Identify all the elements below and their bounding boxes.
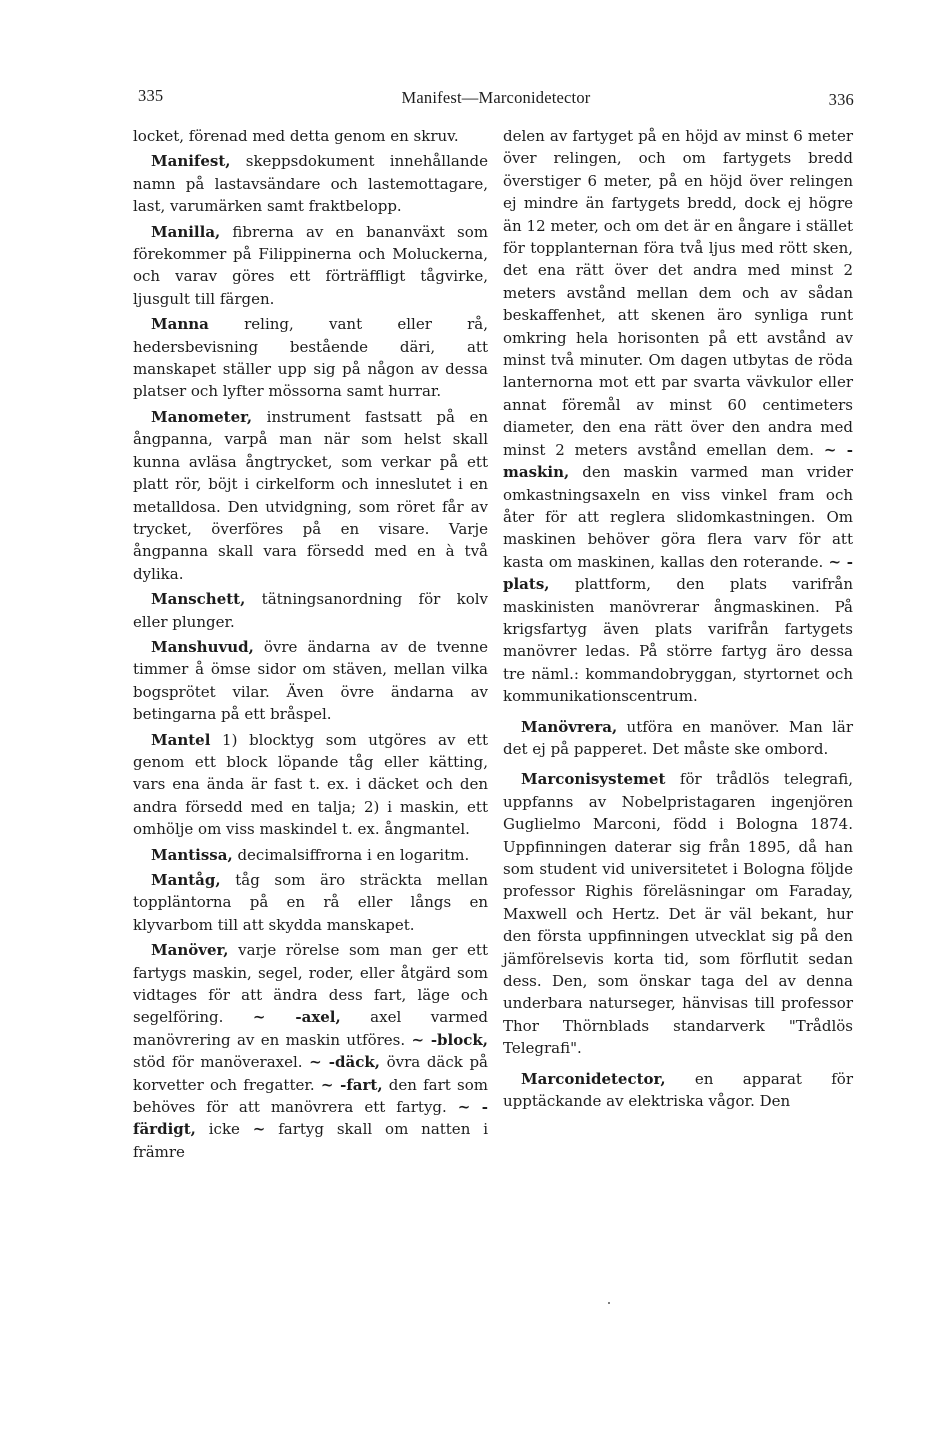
entry-headword: Mantel — [151, 730, 211, 749]
entry-headword: Manövrera, — [521, 717, 618, 736]
page-number-left: 335 — [138, 86, 164, 105]
right-column — [503, 125, 853, 1115]
entry-headword: Manifest, — [151, 152, 231, 171]
entry-text: locket, förenad med detta genom en skruv. — [133, 127, 459, 145]
entry-headword: Mantåg, — [151, 871, 221, 889]
sub-headword: -maskin, — [503, 440, 853, 482]
entry-manovrera — [503, 716, 853, 761]
entry-text: plattform, den plats varifrån maskinisten manövrerar ångmaskinen. På krigsfartyg även plats varifrån fartygets manövrer ledas. På större fartyg äro dessa tre näml.: kommandobryggan, styrtornet och kommunikationscentrum. — [503, 575, 853, 706]
entry-headword: Mantissa, — [151, 845, 233, 864]
entry-manschett — [133, 588, 488, 633]
sub-headword: -plats, — [503, 552, 853, 594]
tilde-symbol: ~ — [457, 1098, 471, 1117]
tilde-symbol: ~ — [411, 1030, 425, 1049]
entry-continuation — [503, 125, 853, 708]
entry-text: varje rörelse som man ger ett fartygs maskin, segel, roder, eller åtgärd som vidtages för att ändra dess fart, läge och segelföring. — [133, 941, 488, 1027]
tilde-symbol: ~ — [252, 1008, 266, 1027]
entry-manometer — [133, 406, 488, 585]
entry-text: 1) blocktyg som utgöres av ett genom ett block löpande tåg eller kätting, vars ena ända är fast t. ex. i däcket och den andra försedd med en talja; 2) i maskin, ett omhölje om viss maskindel t. ex. ångmantel. — [133, 730, 488, 839]
entry-headword: Manschett, — [151, 590, 246, 609]
entry-manover — [133, 939, 488, 1163]
entry-mantag — [133, 869, 488, 936]
entry-headword: Manometer, — [151, 407, 253, 426]
tilde-symbol: ~ — [252, 1120, 266, 1139]
entry-text: fibrerna av en bananväxt som förekommer på Filippinerna och Moluckerna, och varav göres ett förträffligt tågvirke, ljusgult till färgen. — [133, 222, 488, 308]
entry-headword: Manshuvud, — [151, 637, 254, 656]
entry-text: den maskin varmed man vrider omkastningsaxeln en viss vinkel fram och åter för att reglera slidomkastningen. Om maskinen behöver göra flera varv för att kasta om maskinen, kallas den roterande. — [503, 463, 853, 571]
entry-text: decimalsiffrorna i en logaritm. — [232, 845, 470, 864]
left-column — [133, 125, 488, 1166]
running-title: Manifest—Marconidetector — [401, 88, 591, 107]
entry-text: tåg som äro sträckta mellan toppläntorna på en rå eller långs en klyvarbom till att skydda manskapet. — [133, 871, 488, 934]
entry-mantel — [133, 729, 488, 841]
entry-text: icke — [195, 1120, 253, 1139]
entry-text: instrument fastsatt på en ångpanna, varpå man när som helst skall kunna avläsa ångtrycket, som verkar på ett platt rör, böjt i cirkelform och inneslutet i en metalldosa. Den utvidgning, som röret får av trycket, överföres på en visare. Varje ångpanna skall vara försedd med en à två dylika. — [133, 407, 488, 583]
tilde-symbol: ~ — [828, 552, 842, 571]
entry-text: stöd för manöveraxel. — [133, 1053, 310, 1072]
entry-text: axel varmed manövrering av en maskin utföres. — [133, 1008, 489, 1049]
entry-headword: Manöver, — [151, 941, 229, 960]
entry-text: den fart som behöves för att manövrera ett fartyg. — [133, 1075, 488, 1117]
sub-headword: -block, — [424, 1030, 488, 1049]
entry-text: skeppsdokument innehållande namn på lastavsändare och lastemottagare, last, varumärken samt fraktbelopp. — [133, 152, 488, 216]
entry-headword: Marconidetector, — [521, 1069, 666, 1088]
entry-manilla — [133, 221, 488, 311]
running-header — [138, 86, 854, 112]
entry-manna — [133, 313, 488, 403]
paper-speck — [608, 1302, 610, 1304]
entry-mantissa — [133, 844, 488, 866]
sub-headword: -fart, — [333, 1075, 383, 1094]
tilde-symbol: ~ — [320, 1075, 334, 1094]
entry-marconisystemet — [503, 768, 853, 1059]
sub-headword: -däck, — [321, 1053, 380, 1072]
sub-headword: -färdigt, — [133, 1098, 488, 1139]
tilde-symbol: ~ — [309, 1053, 322, 1072]
tilde-symbol: ~ — [823, 440, 837, 459]
entry-text: för trådlös telegrafi, uppfanns av Nobelpristagaren ingenjören Guglielmo Marconi, född i Bologna 1874. Uppfinningen daterar sig från 1895, då han som student vid universitetet i Bologna följde professor Righis föreläsningar om Faraday, Maxwell och Hertz. Det är väl bekant, hur den första uppfinningen utvecklat sig på den jämförelsevis korta tid, som förflutit sedan dess. Den, som önskar taga del av denna underbara naturseger, hänvisas till professor Thor Thörnblads standarverk "Trådlös Telegrafi". — [503, 770, 853, 1058]
sub-headword: -axel, — [265, 1008, 341, 1027]
page-number-right: 336 — [828, 90, 854, 109]
entry-text: tätningsanordning för kolv eller plunger. — [133, 590, 488, 631]
entry-text: delen av fartyget på en höjd av minst 6 meter över relingen, och om fartygets bredd överstiger 6 meter, på en höjd över relingen ej mindre än fartygets bredd, dock ej högre än 12 meter, och om det är en ångare i stället för topplanternan föra två ljus med rött sken, det ena rätt över det andra med minst 2 meters avstånd mellan dem och av sådan beskaffenhet, att skenen äro synliga runt omkring hela horisonten på ett avstånd av minst två minuter. Om dagen utbytas de röda lanternorna mot ett par svarta vävkulor eller annat föremål av minst 60 centimeters diameter, den ena rätt över den andra med minst 2 meters avstånd emellan dem. — [503, 127, 853, 459]
entry-text: övre ändarna av de tvenne timmer å ömse sidor om stäven, mellan vilka bogsprötet vilar. Även övre ändarna av betingarna på ett bråspel. — [133, 637, 488, 724]
entry-text: fartyg skall om natten i främre — [133, 1120, 489, 1161]
entry-text: utföra en manöver. Man lär det ej på papperet. Det måste ske ombord. — [503, 717, 853, 758]
entry-manifest — [133, 150, 488, 217]
entry-marconidetector — [503, 1068, 853, 1113]
entry-manshuvud — [133, 636, 488, 726]
entry-headword: Marconisystemet — [521, 770, 666, 789]
entry-headword: Manna — [151, 315, 209, 334]
entry-text: en apparat för upptäckande av elektriska vågor. Den — [503, 1069, 853, 1111]
entry-text: övra däck på korvetter och fregatter. — [133, 1053, 488, 1094]
entry-continuation — [133, 125, 488, 147]
entry-headword: Manilla, — [151, 222, 221, 241]
entry-text: reling, vant eller rå, hedersbevisning bestående däri, att manskapet ställer upp sig på någon av dessa platser och lyfter mössorna samt hurrar. — [133, 315, 488, 401]
